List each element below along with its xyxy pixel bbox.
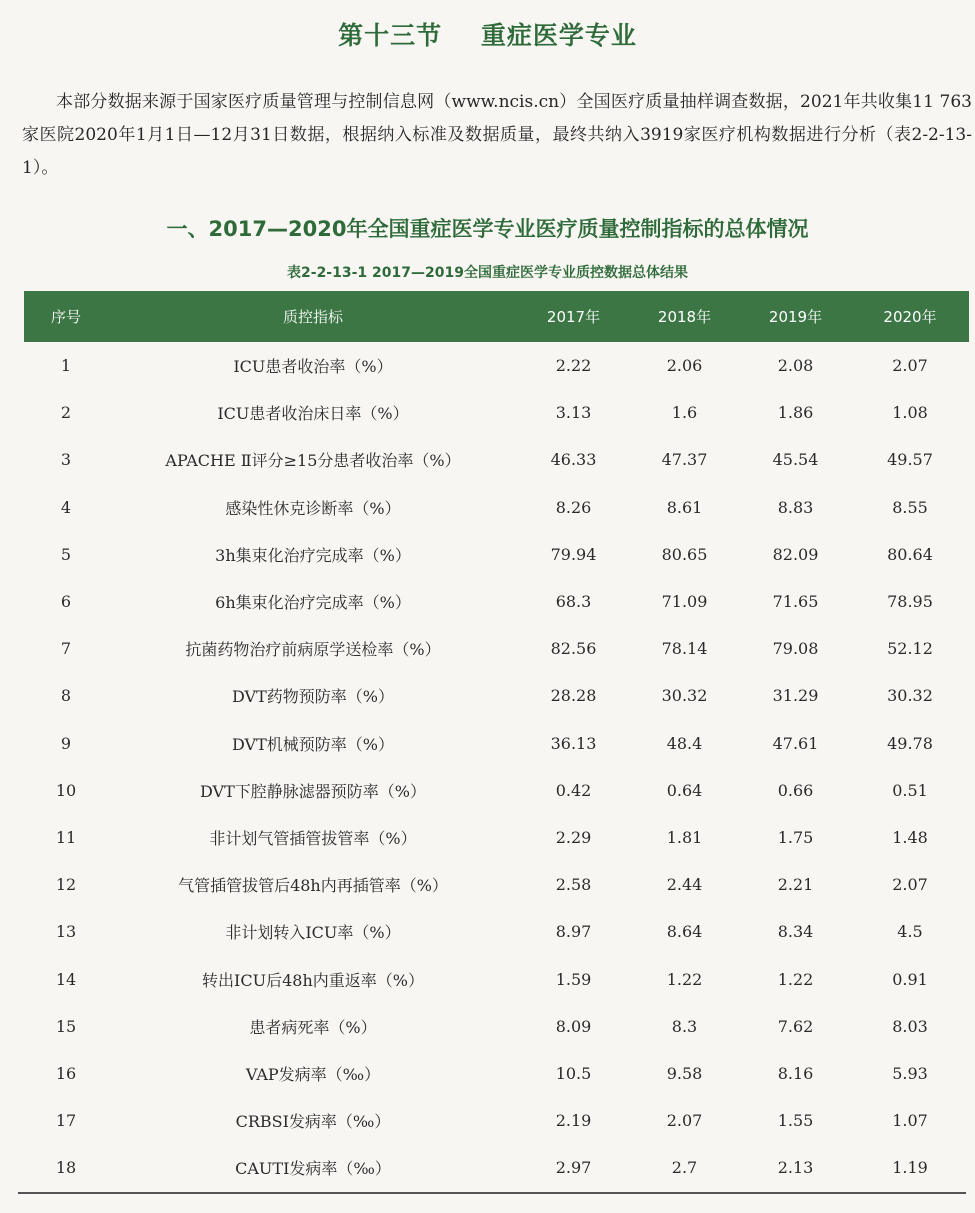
- value-2020: 0.91: [892, 969, 928, 989]
- value-2019: 1.86: [777, 403, 814, 423]
- row-indicator: 非计划气管插管拔管率（%）: [209, 828, 417, 848]
- value-2017: 1.59: [555, 969, 592, 989]
- row-indicator: ICU患者收治床日率（%）: [217, 404, 409, 424]
- table-row: [24, 672, 969, 719]
- value-2018: 48.4: [666, 733, 703, 753]
- table-row: [24, 814, 969, 861]
- row-index: 10: [55, 780, 77, 800]
- header-index: 序号: [50, 308, 81, 326]
- value-2019: 82.09: [772, 544, 819, 564]
- row-index: 14: [55, 969, 77, 989]
- row-indicator: DVT机械预防率（%）: [232, 734, 394, 754]
- value-2018: 47.37: [661, 450, 708, 470]
- row-indicator: 转出ICU后48h内重返率（%）: [202, 970, 424, 990]
- table-row: [24, 625, 969, 672]
- table-row: [24, 1050, 969, 1097]
- value-2018: 1.81: [666, 827, 703, 847]
- table-bottom-rule: [18, 1192, 966, 1194]
- value-2019: 7.62: [777, 1016, 814, 1036]
- row-index: 7: [60, 639, 72, 659]
- row-index: 6: [60, 592, 72, 612]
- value-2019: 8.34: [777, 922, 814, 942]
- value-2020: 49.78: [887, 733, 933, 753]
- table-row: [24, 955, 969, 1002]
- value-2020: 5.93: [892, 1063, 928, 1083]
- row-indicator: DVT药物预防率（%）: [232, 687, 394, 707]
- table-row: [24, 531, 969, 578]
- row-index: 12: [55, 875, 77, 895]
- row-indicator: DVT下腔静脉滤器预防率（%）: [200, 781, 426, 801]
- row-indicator: 感染性休克诊断率（%）: [225, 498, 401, 518]
- row-index: 18: [55, 1158, 77, 1178]
- table-body: [24, 342, 969, 1191]
- row-index: 5: [60, 544, 72, 564]
- value-2019: 2.21: [777, 875, 814, 895]
- value-2020: 78.95: [887, 592, 933, 612]
- section-title: 第十三节 重症医学专业: [338, 21, 637, 50]
- value-2020: 4.5: [897, 922, 923, 942]
- table-row: [24, 1097, 969, 1144]
- table-header-row: [24, 291, 969, 342]
- value-2018: 2.06: [666, 356, 703, 376]
- table-row: [24, 389, 969, 436]
- intro-paragraph: 本部分数据来源于国家医疗质量管理与控制信息网（www.ncis.cn）全国医疗质量抽样调查数据，2021年共收集11 763家医院2020年1月1日—12月31日数据，根据纳入标准及数据质量，最终共纳入3919家医疗机构数据进行分析（表2-2-13-1）。: [22, 92, 972, 178]
- value-2017: 28.28: [550, 686, 597, 706]
- value-2020: 1.48: [892, 827, 928, 847]
- value-2018: 8.3: [671, 1016, 698, 1036]
- header-2018: 2018年: [657, 308, 712, 326]
- table-row: [24, 578, 969, 625]
- value-2019: 8.16: [777, 1063, 814, 1083]
- row-index: 13: [55, 922, 77, 942]
- value-2019: 71.65: [772, 592, 819, 612]
- row-indicator: VAP发病率（‰）: [245, 1064, 381, 1084]
- value-2017: 79.94: [550, 544, 597, 564]
- value-2020: 1.07: [892, 1111, 928, 1131]
- header-2017: 2017年: [546, 308, 601, 326]
- value-2017: 8.97: [555, 922, 592, 942]
- row-indicator: 6h集束化治疗完成率（%）: [215, 593, 411, 613]
- row-indicator: APACHE Ⅱ评分≥15分患者收治率（%）: [165, 451, 461, 471]
- value-2018: 80.65: [661, 544, 708, 564]
- value-2018: 8.61: [666, 497, 703, 517]
- value-2017: 46.33: [550, 450, 597, 470]
- row-indicator: CAUTI发病率（‰）: [235, 1159, 391, 1179]
- value-2018: 2.44: [666, 875, 703, 895]
- quality-indicators-table: [24, 291, 969, 1191]
- value-2020: 52.12: [887, 639, 933, 659]
- value-2018: 2.7: [671, 1158, 698, 1178]
- row-index: 9: [60, 733, 72, 753]
- value-2018: 9.58: [666, 1063, 703, 1083]
- table-row: [24, 767, 969, 814]
- value-2017: 2.97: [555, 1158, 592, 1178]
- table-row: [24, 1144, 969, 1191]
- table-row: [24, 908, 969, 955]
- row-indicator: 抗菌药物治疗前病原学送检率（%）: [185, 640, 441, 660]
- value-2020: 80.64: [887, 544, 933, 564]
- value-2018: 30.32: [661, 686, 708, 706]
- header-2019: 2019年: [768, 308, 823, 326]
- table-caption: 表2-2-13-1 2017—2019全国重症医学专业质控数据总体结果: [287, 265, 688, 281]
- header-2020: 2020年: [883, 308, 937, 326]
- header-indicator: 质控指标: [282, 308, 343, 326]
- value-2018: 78.14: [661, 639, 708, 659]
- value-2017: 8.09: [555, 1016, 592, 1036]
- value-2017: 2.29: [555, 827, 592, 847]
- value-2017: 10.5: [555, 1063, 592, 1083]
- row-index: 8: [60, 686, 72, 706]
- value-2019: 79.08: [772, 639, 819, 659]
- table-row: [24, 484, 969, 531]
- table-row: [24, 861, 969, 908]
- value-2020: 2.07: [892, 356, 928, 376]
- row-indicator: 非计划转入ICU率（%）: [225, 923, 401, 943]
- row-indicator: 患者病死率（%）: [249, 1017, 377, 1037]
- row-indicator: CRBSI发病率（‰）: [235, 1112, 391, 1132]
- value-2018: 8.64: [666, 922, 703, 942]
- row-indicator: ICU患者收治率（%）: [233, 357, 393, 377]
- value-2018: 71.09: [661, 592, 708, 612]
- value-2019: 31.29: [772, 686, 819, 706]
- row-index: 1: [60, 356, 72, 376]
- table-row: [24, 436, 969, 483]
- value-2018: 2.07: [666, 1111, 703, 1131]
- subheading: 一、2017—2020年全国重症医学专业医疗质量控制指标的总体情况: [166, 217, 809, 241]
- value-2019: 45.54: [772, 450, 819, 470]
- value-2017: 2.58: [555, 875, 592, 895]
- value-2018: 1.6: [671, 403, 698, 423]
- value-2017: 8.26: [555, 497, 592, 517]
- value-2020: 1.19: [892, 1158, 928, 1178]
- row-index: 11: [55, 827, 77, 847]
- row-index: 16: [55, 1063, 77, 1083]
- row-index: 2: [60, 403, 72, 423]
- value-2020: 8.03: [892, 1016, 928, 1036]
- value-2019: 47.61: [772, 733, 819, 753]
- value-2020: 0.51: [892, 780, 928, 800]
- value-2019: 0.66: [777, 780, 814, 800]
- value-2020: 49.57: [887, 450, 933, 470]
- value-2020: 8.55: [892, 497, 928, 517]
- value-2020: 30.32: [887, 686, 933, 706]
- value-2019: 1.75: [777, 827, 814, 847]
- table-row: [24, 342, 969, 389]
- value-2017: 3.13: [555, 403, 592, 423]
- value-2017: 68.3: [555, 592, 592, 612]
- value-2019: 1.55: [777, 1111, 814, 1131]
- value-2018: 0.64: [666, 780, 703, 800]
- row-index: 15: [55, 1016, 77, 1036]
- value-2017: 2.22: [555, 356, 592, 376]
- table-row: [24, 720, 969, 767]
- value-2020: 1.08: [892, 403, 928, 423]
- value-2017: 2.19: [555, 1111, 592, 1131]
- row-indicator: 气管插管拔管后48h内再插管率（%）: [178, 876, 448, 896]
- value-2019: 8.83: [777, 497, 814, 517]
- value-2019: 2.08: [777, 356, 814, 376]
- row-index: 4: [60, 497, 72, 517]
- row-indicator: 3h集束化治疗完成率（%）: [215, 545, 411, 565]
- row-index: 3: [60, 450, 72, 470]
- value-2017: 82.56: [550, 639, 597, 659]
- value-2020: 2.07: [892, 875, 928, 895]
- value-2017: 36.13: [550, 733, 597, 753]
- value-2017: 0.42: [555, 780, 592, 800]
- value-2018: 1.22: [666, 969, 703, 989]
- value-2019: 1.22: [777, 969, 814, 989]
- table-row: [24, 1003, 969, 1050]
- row-index: 17: [55, 1111, 77, 1131]
- value-2019: 2.13: [777, 1158, 814, 1178]
